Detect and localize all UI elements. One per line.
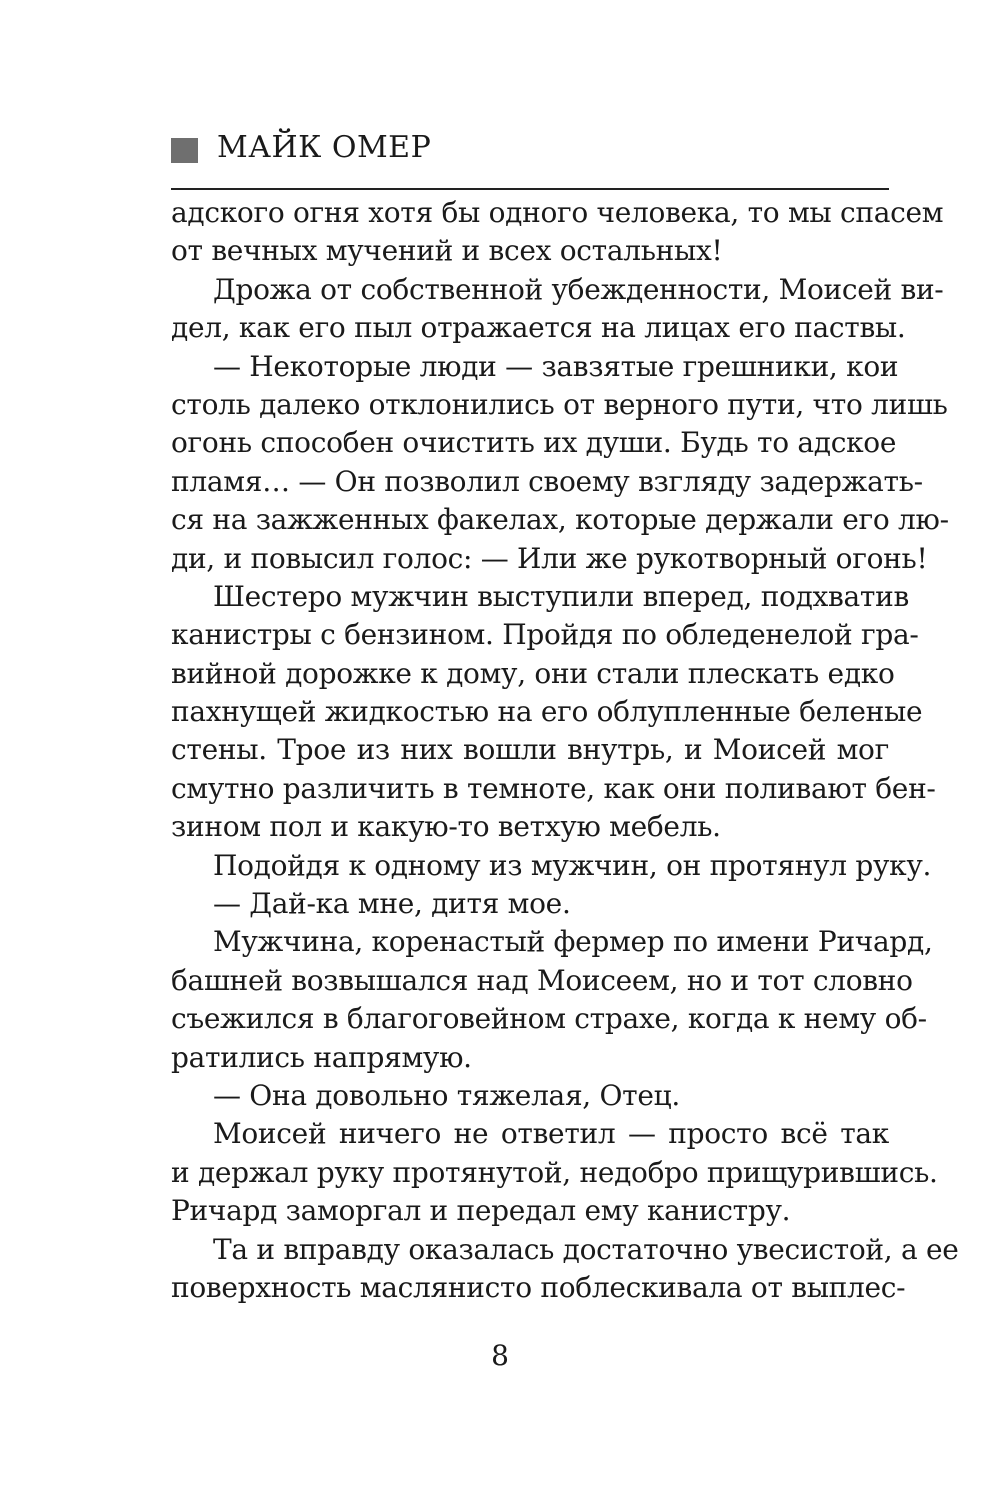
text-line: Та и вправду оказалась достаточно увесистой, а ее (213, 1232, 959, 1266)
author-name: МАЙК ОМЕР (217, 130, 432, 165)
text-line: дел, как его пыл отражается на лицах его паствы. (171, 311, 906, 345)
text-line: адского огня хотя бы одного человека, то мы спасем (171, 196, 944, 229)
body-text (171, 194, 959, 1307)
text-line: ратились напрямую. (171, 1040, 472, 1074)
text-line: вийной дорожке к дому, они стали плескать едко (171, 656, 895, 690)
text-line: смутно различить в темноте, как они поливают бен- (171, 771, 936, 805)
text-line: Дрожа от собственной убежденности, Моисей ви- (213, 272, 944, 306)
text-line: канистры с бензином. Пройдя по обледенелой гра- (171, 618, 919, 652)
text-line: пахнущей жидкостью на его облупленные беленые (171, 695, 923, 729)
text-line: ся на зажженных факелах, которые держали его лю- (171, 503, 949, 537)
running-header (171, 128, 889, 190)
text-line: — Дай-ка мне, дитя мое. (213, 887, 571, 921)
text-line: Ричард заморгал и передал ему канистру. (171, 1194, 791, 1228)
text-line: пламя… — Он позволил своему взгляду задержать- (171, 464, 923, 498)
text-line: ди, и повысил голос: — Или же рукотворный огонь! (171, 541, 928, 575)
text-line: съежился в благоговейном страхе, когда к нему об- (171, 1002, 927, 1036)
text-line: и держал руку протянутой, недобро прищурившись. (171, 1155, 938, 1189)
text-line: огонь способен очистить их души. Будь то адское (171, 426, 897, 460)
page-number: 8 (491, 1339, 509, 1372)
header-square-marker (171, 138, 198, 163)
text-line: — Она довольно тяжелая, Отец. (213, 1078, 680, 1112)
text-line: столь далеко отклонились от верного пути, что лишь (171, 387, 948, 421)
text-line: поверхность маслянисто поблескивала от выплес- (171, 1270, 906, 1304)
text-line: Моисей ничего не ответил — просто всё так (213, 1117, 889, 1151)
text-line: башней возвышался над Моисеем, но и тот словно (171, 963, 913, 997)
text-line: — Некоторые люди — завзятые грешники, кои (213, 349, 899, 383)
text-line: от вечных мучений и всех остальных! (171, 234, 723, 268)
text-line: Шестеро мужчин выступили вперед, подхватив (213, 579, 909, 613)
text-line: стены. Трое из них вошли внутрь, и Моисей мог (171, 733, 889, 767)
text-line: Мужчина, коренастый фермер по имени Ричард, (213, 925, 933, 959)
text-line: Подойдя к одному из мужчин, он протянул руку. (213, 848, 932, 882)
text-line: зином пол и какую-то ветхую мебель. (171, 810, 721, 844)
